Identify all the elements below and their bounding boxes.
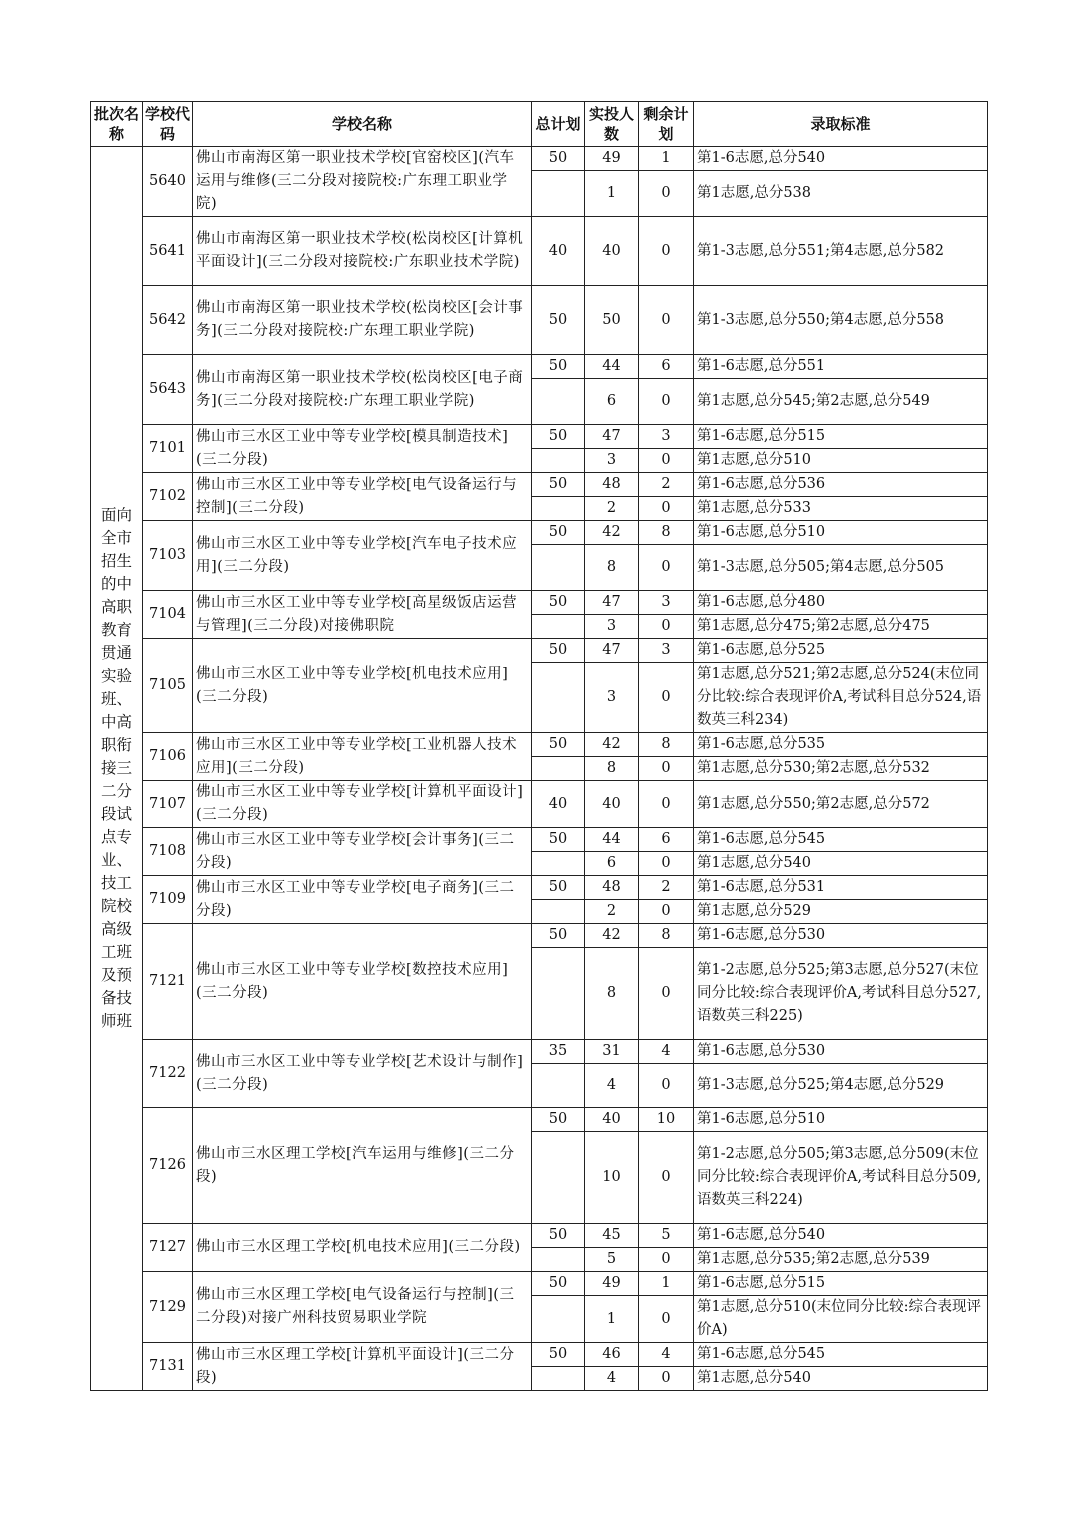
admission-criteria-cell: 第1-6志愿,总分531	[694, 876, 988, 900]
remaining-plan-cell: 8	[639, 733, 694, 757]
actual-count-cell: 49	[585, 147, 639, 171]
total-plan-cell: 50	[532, 1343, 585, 1367]
total-plan-cell	[532, 757, 585, 781]
remaining-plan-cell: 0	[639, 497, 694, 521]
total-plan-cell: 50	[532, 1108, 585, 1132]
admission-criteria-cell: 第1志愿,总分510	[694, 449, 988, 473]
actual-count-cell: 4	[585, 1064, 639, 1108]
school-name-cell: 佛山市南海区第一职业技术学校(松岗校区[会计事务](三二分段对接院校:广东理工职业学院)	[193, 286, 532, 355]
school-name-cell: 佛山市南海区第一职业技术学校[官窑校区](汽车运用与维修(三二分段对接院校:广东理工职业学院)	[193, 147, 532, 217]
admission-criteria-cell: 第1-3志愿,总分551;第4志愿,总分582	[694, 217, 988, 286]
school-code-cell: 5643	[143, 355, 193, 425]
actual-count-cell: 49	[585, 1272, 639, 1296]
school-name-cell: 佛山市三水区工业中等专业学校[模具制造技术](三二分段)	[193, 425, 532, 473]
table-row	[91, 473, 988, 497]
table-row	[91, 733, 988, 757]
actual-count-cell: 47	[585, 639, 639, 663]
total-plan-cell: 50	[532, 425, 585, 449]
admission-criteria-cell: 第1-6志愿,总分515	[694, 425, 988, 449]
total-plan-cell	[532, 171, 585, 217]
total-plan-cell: 50	[532, 639, 585, 663]
actual-count-cell: 31	[585, 1040, 639, 1064]
school-code-cell: 7108	[143, 828, 193, 876]
header-code: 学校代码	[143, 102, 193, 147]
admission-criteria-cell: 第1志愿,总分521;第2志愿,总分524(末位同分比较:综合表现评价A,考试科目总分524,语数英三科234)	[694, 663, 988, 733]
total-plan-cell	[532, 1248, 585, 1272]
actual-count-cell: 47	[585, 425, 639, 449]
school-code-cell: 7104	[143, 591, 193, 639]
remaining-plan-cell: 0	[639, 217, 694, 286]
admission-criteria-cell: 第1志愿,总分535;第2志愿,总分539	[694, 1248, 988, 1272]
total-plan-cell: 40	[532, 781, 585, 828]
total-plan-cell	[532, 663, 585, 733]
total-plan-cell: 50	[532, 473, 585, 497]
admission-criteria-cell: 第1-6志愿,总分545	[694, 1343, 988, 1367]
admission-criteria-cell: 第1-6志愿,总分510	[694, 1108, 988, 1132]
remaining-plan-cell: 1	[639, 147, 694, 171]
actual-count-cell: 3	[585, 663, 639, 733]
table-row	[91, 425, 988, 449]
school-name-cell: 佛山市三水区理工学校[汽车运用与维修](三二分段)	[193, 1108, 532, 1224]
admission-criteria-cell: 第1-6志愿,总分530	[694, 924, 988, 948]
school-name-cell: 佛山市三水区工业中等专业学校[电子商务](三二分段)	[193, 876, 532, 924]
actual-count-cell: 42	[585, 733, 639, 757]
school-name-cell: 佛山市三水区工业中等专业学校[数控技术应用](三二分段)	[193, 924, 532, 1040]
total-plan-cell: 50	[532, 1272, 585, 1296]
remaining-plan-cell: 4	[639, 1343, 694, 1367]
admission-criteria-cell: 第1志愿,总分538	[694, 171, 988, 217]
header-actual: 实投人数	[585, 102, 639, 147]
remaining-plan-cell: 3	[639, 425, 694, 449]
actual-count-cell: 40	[585, 217, 639, 286]
school-code-cell: 7107	[143, 781, 193, 828]
actual-count-cell: 48	[585, 473, 639, 497]
total-plan-cell: 50	[532, 147, 585, 171]
remaining-plan-cell: 5	[639, 1224, 694, 1248]
actual-count-cell: 50	[585, 286, 639, 355]
actual-count-cell: 47	[585, 591, 639, 615]
table-row	[91, 876, 988, 900]
admission-criteria-cell: 第1志愿,总分529	[694, 900, 988, 924]
actual-count-cell: 46	[585, 1343, 639, 1367]
actual-count-cell: 2	[585, 497, 639, 521]
batch-name-cell: 面向全市招生的中高职教育贯通实验班、中高职衔接三二分段试点专业、技工院校高级工班及预备技师班	[91, 147, 143, 1391]
table-row	[91, 924, 988, 948]
remaining-plan-cell: 0	[639, 1248, 694, 1272]
school-name-cell: 佛山市三水区工业中等专业学校[电气设备运行与控制](三二分段)	[193, 473, 532, 521]
school-name-cell: 佛山市三水区理工学校[电气设备运行与控制](三二分段)对接广州科技贸易职业学院	[193, 1272, 532, 1343]
remaining-plan-cell: 0	[639, 379, 694, 425]
table-row	[91, 1040, 988, 1064]
table-row	[91, 217, 988, 286]
total-plan-cell: 50	[532, 876, 585, 900]
actual-count-cell: 44	[585, 828, 639, 852]
remaining-plan-cell: 0	[639, 1296, 694, 1343]
table-row	[91, 1343, 988, 1367]
admission-criteria-cell: 第1-6志愿,总分536	[694, 473, 988, 497]
total-plan-cell: 50	[532, 1224, 585, 1248]
total-plan-cell	[532, 948, 585, 1040]
remaining-plan-cell: 10	[639, 1108, 694, 1132]
remaining-plan-cell: 1	[639, 1272, 694, 1296]
remaining-plan-cell: 3	[639, 591, 694, 615]
actual-count-cell: 3	[585, 615, 639, 639]
admission-criteria-cell: 第1志愿,总分545;第2志愿,总分549	[694, 379, 988, 425]
remaining-plan-cell: 0	[639, 545, 694, 591]
school-name-cell: 佛山市南海区第一职业技术学校(松岗校区[电子商务](三二分段对接院校:广东理工职业学院)	[193, 355, 532, 425]
admission-criteria-cell: 第1-6志愿,总分540	[694, 1224, 988, 1248]
total-plan-cell: 50	[532, 286, 585, 355]
remaining-plan-cell: 0	[639, 286, 694, 355]
actual-count-cell: 6	[585, 379, 639, 425]
admission-criteria-cell: 第1-6志愿,总分515	[694, 1272, 988, 1296]
remaining-plan-cell: 0	[639, 900, 694, 924]
remaining-plan-cell: 8	[639, 924, 694, 948]
table-row	[91, 1108, 988, 1132]
total-plan-cell	[532, 545, 585, 591]
actual-count-cell: 48	[585, 876, 639, 900]
total-plan-cell: 50	[532, 521, 585, 545]
remaining-plan-cell: 3	[639, 639, 694, 663]
school-name-cell: 佛山市三水区工业中等专业学校[艺术设计与制作](三二分段)	[193, 1040, 532, 1108]
admission-criteria-cell: 第1志愿,总分540	[694, 852, 988, 876]
actual-count-cell: 44	[585, 355, 639, 379]
actual-count-cell: 3	[585, 449, 639, 473]
total-plan-cell	[532, 615, 585, 639]
admission-criteria-cell: 第1-6志愿,总分545	[694, 828, 988, 852]
admission-criteria-cell: 第1志愿,总分475;第2志愿,总分475	[694, 615, 988, 639]
total-plan-cell	[532, 900, 585, 924]
remaining-plan-cell: 0	[639, 449, 694, 473]
total-plan-cell: 40	[532, 217, 585, 286]
table-row	[91, 1272, 988, 1296]
total-plan-cell	[532, 449, 585, 473]
actual-count-cell: 42	[585, 521, 639, 545]
table-header-row	[91, 102, 988, 147]
remaining-plan-cell: 0	[639, 663, 694, 733]
school-code-cell: 5642	[143, 286, 193, 355]
remaining-plan-cell: 6	[639, 355, 694, 379]
table-row	[91, 781, 988, 828]
remaining-plan-cell: 0	[639, 1132, 694, 1224]
total-plan-cell: 50	[532, 924, 585, 948]
admission-criteria-cell: 第1-2志愿,总分525;第3志愿,总分527(末位同分比较:综合表现评价A,考试科目总分527,语数英三科225)	[694, 948, 988, 1040]
school-name-cell: 佛山市三水区工业中等专业学校[机电技术应用](三二分段)	[193, 639, 532, 733]
admission-criteria-cell: 第1-3志愿,总分525;第4志愿,总分529	[694, 1064, 988, 1108]
table-row	[91, 591, 988, 615]
school-code-cell: 7129	[143, 1272, 193, 1343]
remaining-plan-cell: 2	[639, 473, 694, 497]
admission-criteria-cell: 第1志愿,总分533	[694, 497, 988, 521]
total-plan-cell	[532, 379, 585, 425]
actual-count-cell: 8	[585, 757, 639, 781]
school-code-cell: 7126	[143, 1108, 193, 1224]
header-remain: 剩余计划	[639, 102, 694, 147]
school-name-cell: 佛山市三水区工业中等专业学校[高星级饭店运营与管理](三二分段)对接佛职院	[193, 591, 532, 639]
table-row	[91, 639, 988, 663]
total-plan-cell: 35	[532, 1040, 585, 1064]
actual-count-cell: 45	[585, 1224, 639, 1248]
school-name-cell: 佛山市三水区工业中等专业学校[汽车电子技术应用](三二分段)	[193, 521, 532, 591]
total-plan-cell: 50	[532, 733, 585, 757]
school-code-cell: 7103	[143, 521, 193, 591]
admission-criteria-cell: 第1-6志愿,总分530	[694, 1040, 988, 1064]
admission-criteria-cell: 第1-6志愿,总分535	[694, 733, 988, 757]
remaining-plan-cell: 0	[639, 1367, 694, 1391]
admission-criteria-cell: 第1-2志愿,总分505;第3志愿,总分509(末位同分比较:综合表现评价A,考试科目总分509,语数英三科224)	[694, 1132, 988, 1224]
actual-count-cell: 6	[585, 852, 639, 876]
remaining-plan-cell: 0	[639, 615, 694, 639]
table-row	[91, 147, 988, 171]
school-code-cell: 7101	[143, 425, 193, 473]
admission-criteria-cell: 第1志愿,总分510(末位同分比较:综合表现评价A)	[694, 1296, 988, 1343]
actual-count-cell: 10	[585, 1132, 639, 1224]
school-name-cell: 佛山市三水区工业中等专业学校[会计事务](三二分段)	[193, 828, 532, 876]
school-name-cell: 佛山市三水区理工学校[计算机平面设计](三二分段)	[193, 1343, 532, 1391]
total-plan-cell	[532, 1132, 585, 1224]
remaining-plan-cell: 4	[639, 1040, 694, 1064]
school-code-cell: 7102	[143, 473, 193, 521]
actual-count-cell: 42	[585, 924, 639, 948]
admission-criteria-cell: 第1-6志愿,总分551	[694, 355, 988, 379]
admission-criteria-cell: 第1-6志愿,总分480	[694, 591, 988, 615]
school-name-cell: 佛山市三水区工业中等专业学校[计算机平面设计](三二分段)	[193, 781, 532, 828]
actual-count-cell: 40	[585, 1108, 639, 1132]
total-plan-cell	[532, 497, 585, 521]
total-plan-cell	[532, 1367, 585, 1391]
remaining-plan-cell: 0	[639, 781, 694, 828]
admission-criteria-cell: 第1志愿,总分550;第2志愿,总分572	[694, 781, 988, 828]
actual-count-cell: 2	[585, 900, 639, 924]
admission-criteria-cell: 第1-3志愿,总分550;第4志愿,总分558	[694, 286, 988, 355]
admission-criteria-cell: 第1志愿,总分530;第2志愿,总分532	[694, 757, 988, 781]
remaining-plan-cell: 0	[639, 852, 694, 876]
table-body	[91, 147, 988, 1391]
total-plan-cell: 50	[532, 828, 585, 852]
school-code-cell: 7105	[143, 639, 193, 733]
remaining-plan-cell: 0	[639, 948, 694, 1040]
actual-count-cell: 4	[585, 1367, 639, 1391]
admission-criteria-cell: 第1-6志愿,总分510	[694, 521, 988, 545]
remaining-plan-cell: 2	[639, 876, 694, 900]
remaining-plan-cell: 0	[639, 171, 694, 217]
admission-criteria-cell: 第1-3志愿,总分505;第4志愿,总分505	[694, 545, 988, 591]
actual-count-cell: 8	[585, 545, 639, 591]
admission-criteria-cell: 第1志愿,总分540	[694, 1367, 988, 1391]
school-code-cell: 5640	[143, 147, 193, 217]
school-code-cell: 7122	[143, 1040, 193, 1108]
actual-count-cell: 40	[585, 781, 639, 828]
admission-criteria-cell: 第1-6志愿,总分540	[694, 147, 988, 171]
school-code-cell: 7109	[143, 876, 193, 924]
school-code-cell: 7131	[143, 1343, 193, 1391]
total-plan-cell	[532, 852, 585, 876]
actual-count-cell: 8	[585, 948, 639, 1040]
admission-table-page	[90, 101, 987, 1391]
header-total: 总计划	[532, 102, 585, 147]
actual-count-cell: 1	[585, 1296, 639, 1343]
actual-count-cell: 5	[585, 1248, 639, 1272]
table-row	[91, 828, 988, 852]
table-row	[91, 1224, 988, 1248]
remaining-plan-cell: 6	[639, 828, 694, 852]
remaining-plan-cell: 0	[639, 1064, 694, 1108]
school-code-cell: 7127	[143, 1224, 193, 1272]
school-code-cell: 7121	[143, 924, 193, 1040]
remaining-plan-cell: 8	[639, 521, 694, 545]
header-name: 学校名称	[193, 102, 532, 147]
total-plan-cell	[532, 1064, 585, 1108]
table-row	[91, 521, 988, 545]
school-code-cell: 7106	[143, 733, 193, 781]
total-plan-cell: 50	[532, 591, 585, 615]
actual-count-cell: 1	[585, 171, 639, 217]
total-plan-cell: 50	[532, 355, 585, 379]
header-criteria: 录取标准	[694, 102, 988, 147]
table-row	[91, 355, 988, 379]
table-row	[91, 286, 988, 355]
admission-criteria-cell: 第1-6志愿,总分525	[694, 639, 988, 663]
total-plan-cell	[532, 1296, 585, 1343]
admission-table	[90, 101, 988, 1391]
remaining-plan-cell: 0	[639, 757, 694, 781]
school-name-cell: 佛山市三水区工业中等专业学校[工业机器人技术应用](三二分段)	[193, 733, 532, 781]
school-code-cell: 5641	[143, 217, 193, 286]
header-batch: 批次名称	[91, 102, 143, 147]
school-name-cell: 佛山市三水区理工学校[机电技术应用](三二分段)	[193, 1224, 532, 1272]
school-name-cell: 佛山市南海区第一职业技术学校(松岗校区[计算机平面设计](三二分段对接院校:广东职业技术学院)	[193, 217, 532, 286]
